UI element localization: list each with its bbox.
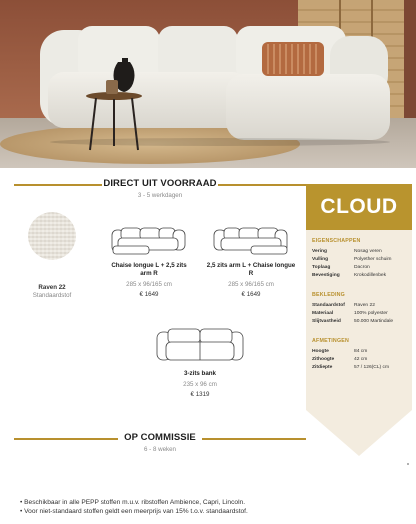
spec-row: Slijtvastheid 50.000 Martindale [312,319,394,324]
product-chaise-right [206,224,296,298]
product-price: € 1319 [190,391,210,398]
sofa-drawing-chaise-left [109,224,189,256]
spec-row: Standaardstof Raven 22 [312,303,375,308]
product-price: € 1649 [241,291,261,298]
spec-row: Materiaal 100% polyester [312,311,388,316]
product-name: 2,5 zits arm L + Chaise longue R [206,262,296,277]
section-direct-header [14,178,306,192]
header-rule-right [202,438,306,440]
product-dimensions: 285 x 96/165 cm [228,281,274,288]
spec-section-title: BEKLEDING [312,292,345,298]
fabric-swatch [28,212,76,260]
swatch-name: Raven 22 [38,284,66,291]
panel-body [306,230,412,410]
product-chaise-left [106,224,192,298]
sofa-drawing-chaise-right [211,224,291,256]
spec-row: Zitdiepte 57 / 126(CL) cm [312,365,390,370]
spec-row: Vering Nosag veren [312,249,382,254]
spec-panel [306,184,412,456]
panel-pennant-tip [306,410,412,456]
spec-row: Toplaag Dacron [312,265,370,270]
spec-row: Zithoogte 42 cm [312,357,368,362]
spec-row: Vulling Polyether schuim [312,257,392,262]
spec-section-title: AFMETINGEN [312,338,350,344]
swatch-label: Standaardstof [32,292,72,299]
product-name: Chaise longue L + 2,5 zits arm R [111,262,187,277]
sofa-drawing-3-seater [154,324,246,364]
product-price: € 1649 [139,291,159,298]
spec-row: Bevestiging Krokodillenbek [312,273,387,278]
product-name: 3-zits bank [184,370,216,377]
product-dimensions: 285 x 96/165 cm [126,281,172,288]
decorative-dot [407,463,409,465]
product-3-seater [148,324,252,398]
note-item: • Voor niet-standaard stoffen geldt een meerprijs van 15% t.o.v. standaardstof. [20,508,248,515]
spec-row: Hoogte 84 cm [312,349,368,354]
section-direct-title: DIRECT UIT VOORRAAD [103,178,217,189]
section-direct-subtitle: 3 - 5 werkdagen [137,192,183,199]
panel-title: CLOUD [306,184,412,230]
header-rule-right [218,184,306,186]
section-order-header [14,432,306,446]
section-order-title: OP COMMISSIE [124,432,196,443]
note-item: • Beschikbaar in alle PEPP stoffen m.u.v. ribstoffen Ambience, Capri, Lincoln. [20,499,246,506]
product-dimensions: 235 x 96 cm [183,381,217,388]
section-order-subtitle: 6 - 8 weken [144,446,176,453]
hero-photo [0,0,416,168]
spec-section-title: EIGENSCHAPPEN [312,238,361,244]
